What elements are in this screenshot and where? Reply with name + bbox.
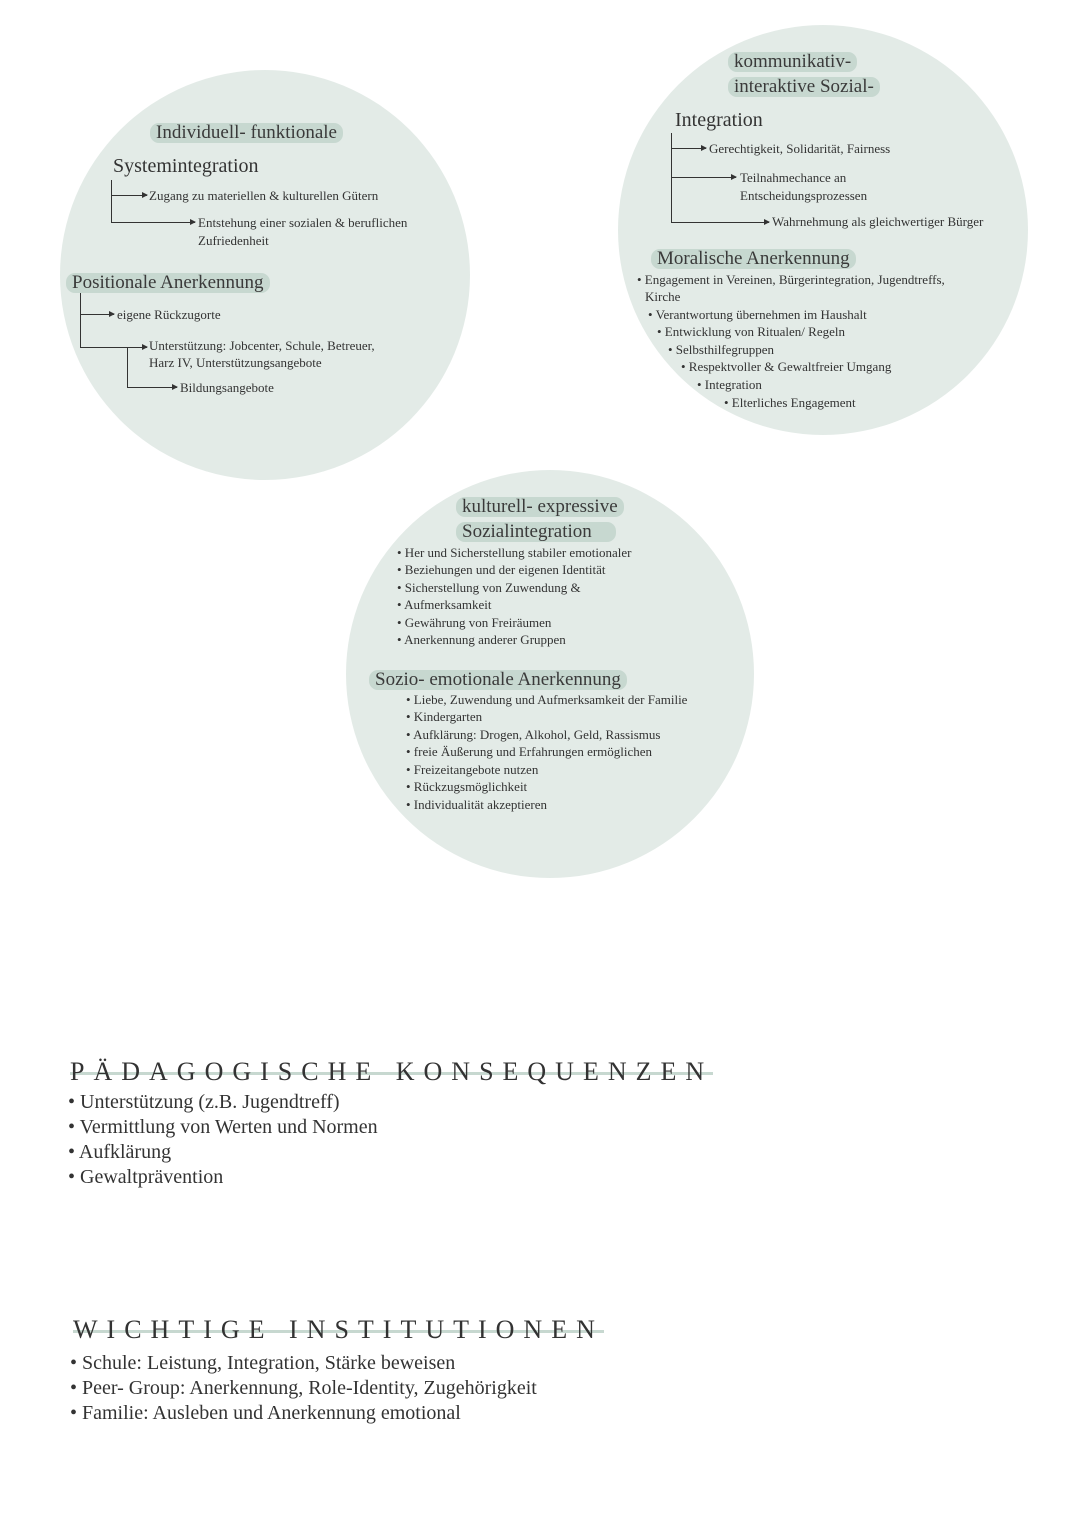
tree-line: [80, 293, 81, 348]
arrow-icon: [671, 148, 706, 149]
circle-b-item-2: Entscheidungsprozessen: [740, 188, 868, 203]
circle-c-item2-5: • Rückzugsmöglichkeit: [406, 779, 528, 794]
circle-a-item2-2: Harz IV, Unterstützungsangebote: [149, 355, 322, 370]
paed-title-text: PÄDAGOGISCHE KONSEQUENZEN: [70, 1057, 714, 1086]
circle-b-item2-7: • Elterliches Engagement: [724, 395, 856, 410]
circle-b-item2-0: • Engagement in Vereinen, Bürgerintegration, Jugendtreffs,: [637, 272, 945, 287]
circle-c-item-0: • Her und Sicherstellung stabiler emotionaler: [397, 545, 632, 560]
arrow-icon: [671, 177, 736, 178]
paed-list: [68, 1090, 378, 1190]
list-item: • Peer- Group: Anerkennung, Role-Identity, Zugehörigkeit: [70, 1377, 537, 1399]
circle-a-item-1: Entstehung einer sozialen & beruflichen: [198, 215, 408, 230]
circle-c-heading2: Sozio- emotionale Anerkennung: [369, 669, 627, 691]
list-item: • Aufklärung: [68, 1141, 172, 1163]
circle-c-title-2: Sozialintegration: [456, 521, 616, 543]
circle-c-item2-2: • Aufklärung: Drogen, Alkohol, Geld, Rassismus: [406, 727, 661, 742]
circle-a-item2-0: eigene Rückzugorte: [117, 307, 221, 322]
circle-b-item2-6: • Integration: [697, 377, 762, 392]
circle-b-item-1: Teilnahmechance an: [740, 170, 847, 185]
circle-a-heading2: Positionale Anerkennung: [66, 272, 270, 294]
circle-b-subtitle: Integration: [675, 109, 763, 131]
circle-a-item-0: Zugang zu materiellen & kulturellen Gütern: [149, 188, 379, 203]
circle-b-heading2: Moralische Anerkennung: [651, 248, 856, 270]
arrow-icon: [127, 387, 177, 388]
circle-a-subtitle: Systemintegration: [113, 155, 259, 177]
arrow-icon: [671, 222, 769, 223]
inst-title-text: WICHTIGE INSTITUTIONEN: [73, 1315, 604, 1344]
circle-b-item2-3: • Entwicklung von Ritualen/ Regeln: [657, 324, 845, 339]
circle-b-item2-2: • Verantwortung übernehmen im Haushalt: [648, 307, 867, 322]
circle-c-item-4: • Gewährung von Freiräumen: [397, 615, 552, 630]
circle-b-item-3: Wahrnehmung als gleichwertiger Bürger: [772, 214, 984, 229]
circle-b-item-0: Gerechtigkeit, Solidarität, Fairness: [709, 141, 891, 156]
circle-c-item2-1: • Kindergarten: [406, 709, 483, 724]
circle-c-item2-0: • Liebe, Zuwendung und Aufmerksamkeit der Familie: [406, 692, 688, 707]
list-item: • Unterstützung (z.B. Jugendtreff): [68, 1091, 340, 1113]
circle-c-item-3: • Aufmerksamkeit: [397, 597, 492, 612]
list-item: • Vermittlung von Werten und Normen: [68, 1116, 378, 1138]
tree-line: [671, 133, 672, 223]
list-item: • Gewaltprävention: [68, 1166, 224, 1188]
circle-c-item-2: • Sicherstellung von Zuwendung &: [397, 580, 581, 595]
circle-b-item2-5: • Respektvoller & Gewaltfreier Umgang: [681, 359, 892, 374]
list-item: • Schule: Leistung, Integration, Stärke beweisen: [70, 1352, 456, 1374]
circle-c-item2-6: • Individualität akzeptieren: [406, 797, 547, 812]
circle-a-item2-1: Unterstützung: Jobcenter, Schule, Betreuer,: [149, 338, 375, 353]
circle-a-item2-3: Bildungsangebote: [180, 380, 274, 395]
circle-a-item-2: Zufriedenheit: [198, 233, 269, 248]
circle-c-item2-3: • freie Äußerung und Erfahrungen ermöglichen: [406, 744, 653, 759]
circle-c-item2-4: • Freizeitangebote nutzen: [406, 762, 539, 777]
circle-b-title-1: kommunikativ-: [728, 51, 857, 73]
circle-c-title-1: kulturell- expressive: [456, 496, 624, 518]
circle-b-title-2: interaktive Sozial-: [728, 76, 880, 98]
circle-b-item2-1: Kirche: [645, 289, 681, 304]
arrow-icon: [127, 347, 147, 348]
tree-line: [80, 347, 128, 348]
circle-c-item-1: • Beziehungen und der eigenen Identität: [397, 562, 606, 577]
paed-section-title: [70, 1057, 713, 1087]
arrow-icon: [111, 195, 147, 196]
arrow-icon: [80, 314, 114, 315]
arrow-icon: [111, 222, 195, 223]
circle-a-title: Individuell- funktionale: [150, 122, 343, 144]
tree-line: [127, 347, 128, 388]
tree-line: [111, 180, 112, 223]
circle-b-item2-4: • Selbsthilfegruppen: [668, 342, 775, 357]
inst-section-title: [73, 1315, 604, 1345]
circle-c-item-5: • Anerkennung anderer Gruppen: [397, 632, 566, 647]
list-item: • Familie: Ausleben und Anerkennung emotional: [70, 1402, 461, 1424]
inst-list: [70, 1351, 537, 1426]
